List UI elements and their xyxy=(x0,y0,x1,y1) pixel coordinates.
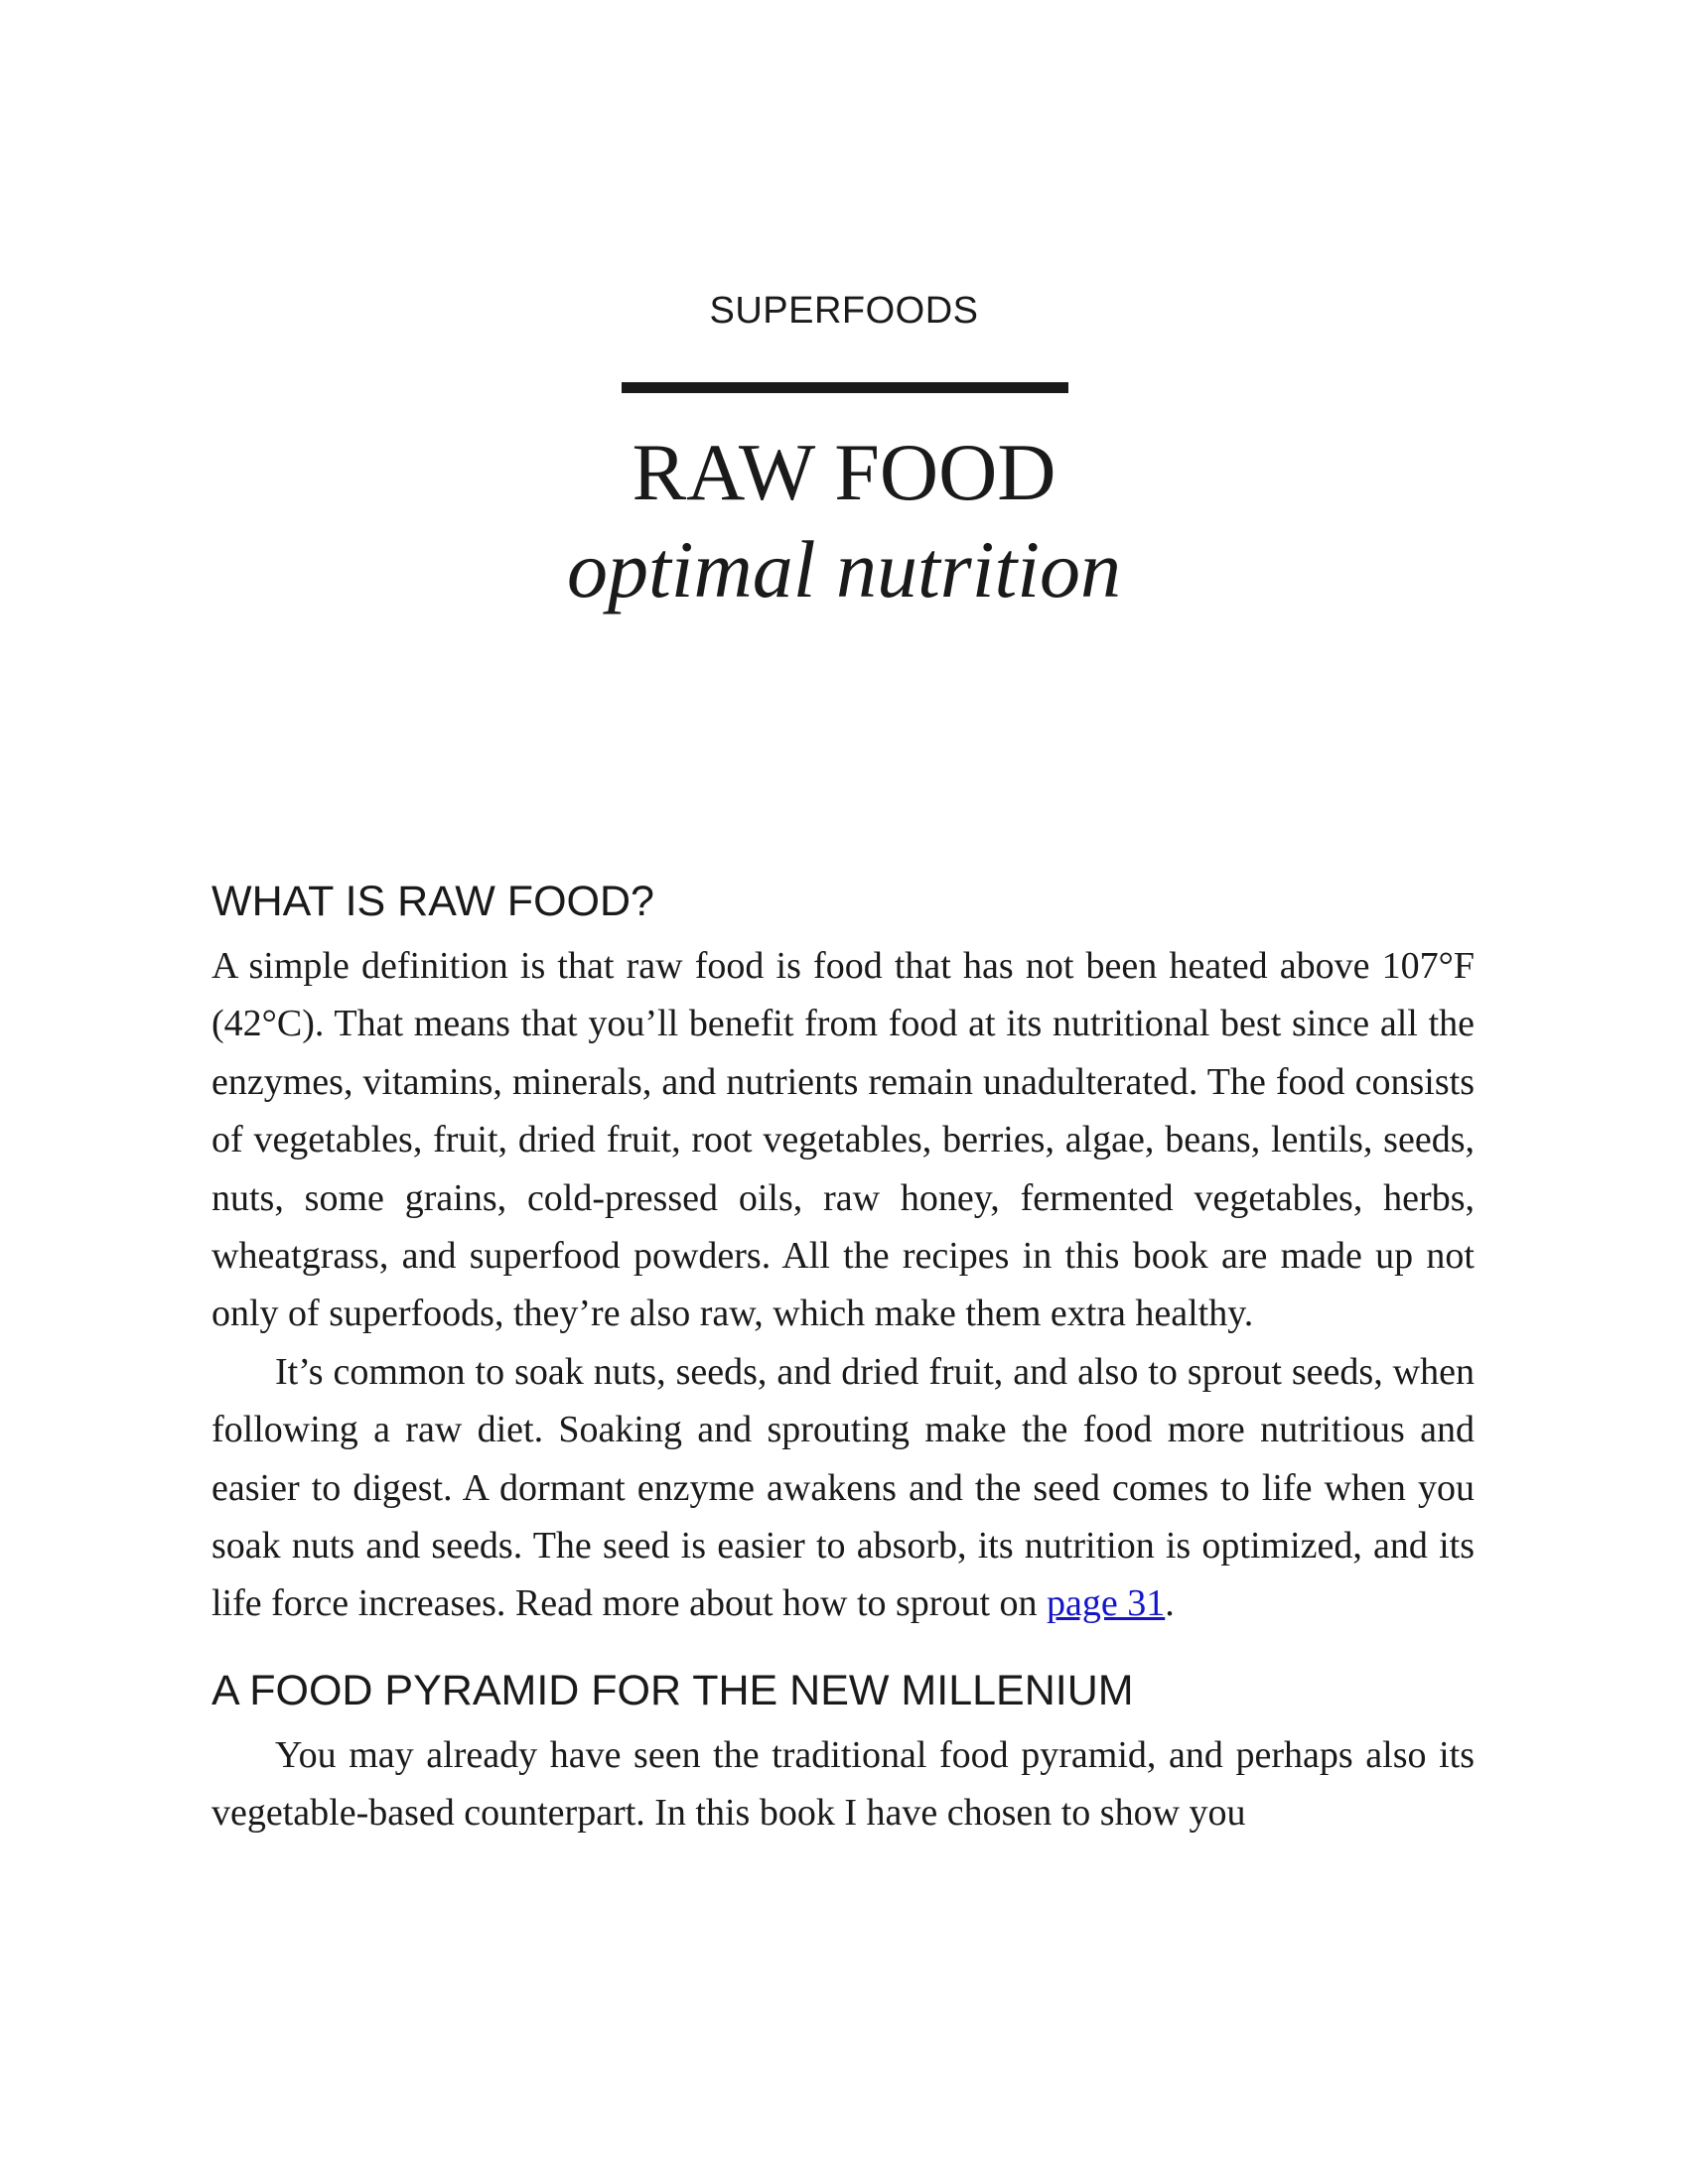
paragraph-definition: A simple definition is that raw food is food that has not been heated above 107°F (42°C). That means that you’ll benefit from food at its nutritional best since all the enzymes, vitamins, minerals, and nutrients remain unadulterated. The food consists of vegetables, fruit, dried fruit, root vegetables, berries, algae, beans, lentils, seeds, nuts, some grains, cold-pressed oils, raw honey, fermented vegetables, herbs, wheatgrass, and superfood powders. All the recipes in this book are made up not only of superfoods, they’re also raw, which make them extra healthy. xyxy=(211,945,1475,1335)
paragraph-food-pyramid: You may already have seen the traditional food pyramid, and perhaps also its vegetable-based counterpart. In this book I have chosen to show you xyxy=(211,1733,1475,1835)
body-content xyxy=(211,872,1475,1843)
section-heading-raw-food: WHAT IS RAW FOOD? xyxy=(211,878,654,925)
page-title: RAW FOOD xyxy=(632,427,1056,517)
paragraph-soaking-end: . xyxy=(1165,1582,1175,1625)
page-subtitle: optimal nutrition xyxy=(566,524,1122,614)
paragraph-soaking xyxy=(211,1343,1475,1633)
paragraph-soaking-text: It’s common to soak nuts, seeds, and dried fruit, and also to sprout seeds, when following a raw diet. Soaking and sprouting make the food more nutritious and easier to digest. A dormant enzyme awakens and the seed comes to life when you soak nuts and seeds. The seed is easier to absorb, its nutrition is optimized, and its life force increases. Read more about how to sprout on xyxy=(211,1350,1475,1625)
chapter-kicker: SUPERFOODS xyxy=(709,290,979,332)
section-heading-food-pyramid: A FOOD PYRAMID FOR THE NEW MILLENIUM xyxy=(211,1666,1134,1714)
page-31-link[interactable]: page 31 xyxy=(1047,1582,1166,1625)
title-rule xyxy=(622,382,1068,393)
